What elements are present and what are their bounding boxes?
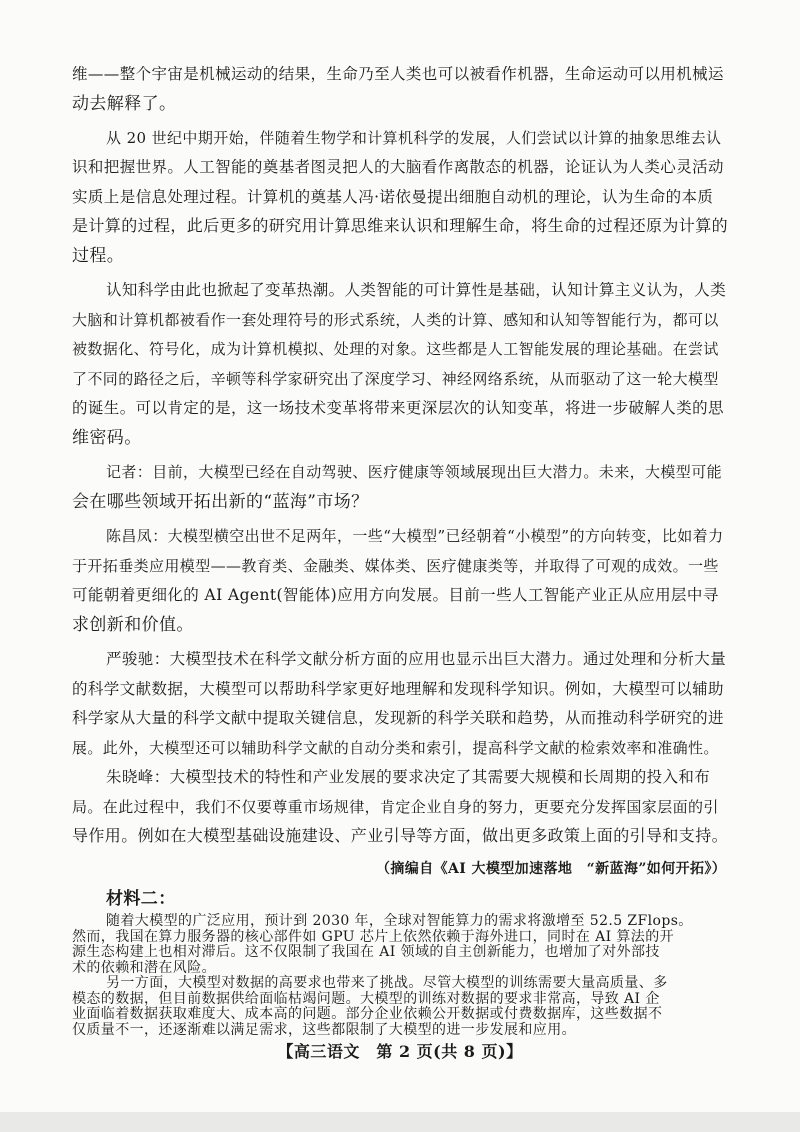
text-line: 严骏驰：大模型技术在科学文献分析方面的应用也显示出巨大潜力。通过处理和分析大量 xyxy=(106,650,727,668)
text-line: 另一方面，大模型对数据的高要求也带来了挑战。尽管大模型的训练需要大量高质量、多 xyxy=(106,975,668,991)
scan-bottom-edge xyxy=(0,1112,800,1132)
text-line: 可能朝着更细化的 AI Agent(智能体)应用方向发展。目前一些人工智能产业正从应用层中寻 xyxy=(72,586,719,604)
text-line: 识和把握世界。人工智能的奠基者图灵把人的大脑看作离散态的机器，论证认为人类心灵活动 xyxy=(72,158,724,176)
text-line: 维密码。 xyxy=(72,428,142,448)
text-line: 被数据化、符号化，成为计算机模拟、处理的对象。这些都是人工智能发展的理论基础。在尝试 xyxy=(72,340,719,358)
text-line: 求创新和价值。 xyxy=(72,615,194,635)
text-line: 动去解释了。 xyxy=(72,94,177,114)
text-line: 源生态构建上也相对滞后。这不仅限制了我国在 AI 领域的自主创新能力，也增加了对外部技 xyxy=(72,944,660,960)
text-line: 随着大模型的广泛应用，预计到 2030 年，全球对智能算力的需求将激增至 52.5 ZFlops。 xyxy=(106,913,693,929)
text-line: 了不同的路径之后，辛顿等科学家研究出了深度学习、神经网络系统，从而驱动了这一轮大模型 xyxy=(72,370,719,388)
text-line: 实质上是信息处理过程。计算机的奠基人冯·诺依曼提出细胞自动机的理论，认为生命的本质 xyxy=(72,188,714,206)
text-line: 局。在此过程中，我们不仅要尊重市场规律，肯定企业自身的努力，更要充分发挥国家层面的引 xyxy=(72,798,719,816)
text-line: 大脑和计算机都被看作一套处理符号的形式系统，人类的计算、感知和认知等智能行为，都可以 xyxy=(72,311,719,329)
text-line: 朱晓峰：大模型技术的特性和产业发展的要求决定了其需要大规模和长周期的投入和布 xyxy=(106,768,711,786)
text-line: 认知科学由此也掀起了变革热潮。人类智能的可计算性是基础，认知计算主义认为，人类 xyxy=(106,281,727,299)
text-line: 模态的数据，但目前数据供给面临枯竭问题。大模型的训练对数据的要求非常高，导致 AI 企 xyxy=(72,990,660,1007)
text-line: 陈昌凤：大模型横空出世不足两年，一些“大模型”已经朝着“小模型”的方向转变，比如着力 xyxy=(106,527,724,545)
text-line: 维——整个宇宙是机械运动的结果，生命乃至人类也可以被看作机器，生命运动可以用机械运 xyxy=(72,65,724,83)
text-line: 科学家从大量的科学文献中提取关键信息，发现新的科学关联和趋势，从而推动科学研究的进 xyxy=(72,709,724,727)
text-line: 是计算的过程，此后更多的研究用计算思维来认识和理解生命，将生命的过程还原为计算的 xyxy=(72,216,729,235)
text-line: 的诞生。可以肯定的是，这一场技术变革将带来更深层次的认知变革，将进一步破解人类的思 xyxy=(72,399,724,417)
text-line: 于开拓垂类应用模型——教育类、金融类、媒体类、医疗健康类等，并取得了可观的成效。一些 xyxy=(72,557,719,575)
text-line: 的科学文献数据，大模型可以帮助科学家更好地理解和发现科学知识。例如，大模型可以辅助 xyxy=(72,680,724,698)
text-line: 术的依赖和潜在风险。 xyxy=(72,959,216,976)
text-line: 业面临着数据获取难度大、成本高的问题。部分企业依赖公开数据或付费数据库，这些数据不 xyxy=(72,1006,663,1022)
text-line: 导作用。例如在大模型基础设施建设、产业引导等方面，做出更多政策上面的引导和支持。 xyxy=(72,826,729,845)
source-citation: （摘编自《AI 大模型加速落地 “新蓝海”如何开拓》） xyxy=(376,861,727,877)
text-line: 然而，我国在算力服务器的核心部件如 GPU 芯片上依然依赖于海外进口，同时在 AI 算法的开 xyxy=(72,928,674,945)
section-heading: 材料二： xyxy=(106,889,176,909)
text-line: 仅质量不一，还逐渐难以满足需求，这些都限制了大模型的进一步发展和应用。 xyxy=(72,1021,576,1038)
text-line: 展。此外，大模型还可以辅助科学文献的自动分类和索引，提高科学文献的检索效率和准确性。 xyxy=(72,739,719,757)
text-line: 过程。 xyxy=(72,246,125,266)
text-line: 会在哪些领域开拓出新的“蓝海”市场？ xyxy=(72,492,369,512)
text-line: 从 20 世纪中期开始，伴随着生物学和计算机科学的发展，人们尝试以计算的抽象思维去认 xyxy=(106,129,722,147)
page-footer: 【高三语文 第 2 页(共 8 页)】 xyxy=(277,1042,523,1061)
text-line: 记者：目前，大模型已经在自动驾驶、医疗健康等领域展现出巨大潜力。未来，大模型可能 xyxy=(106,463,723,481)
